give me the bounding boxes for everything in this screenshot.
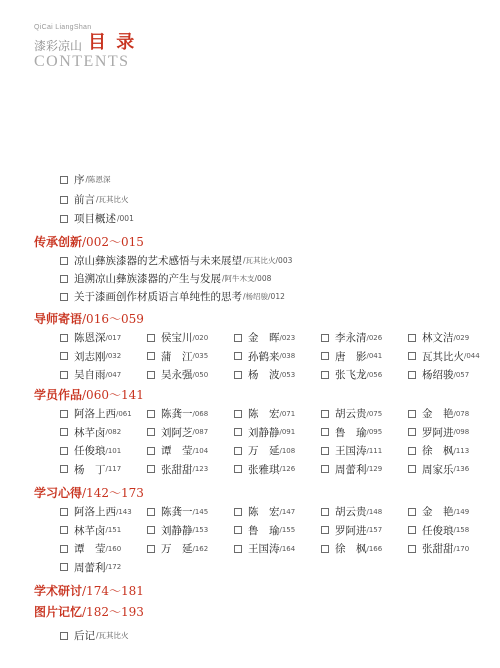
page-number: /047 [105,370,122,379]
checkbox-icon [321,508,329,516]
page-number: /162 [192,544,209,553]
checkbox-icon [147,508,155,516]
checkbox-icon [60,215,68,223]
page-number: /078 [453,409,470,418]
checkbox-icon [60,410,68,418]
section-heading-study-notes[interactable] [34,484,144,501]
section-title: 传承创新 [34,235,83,249]
checkbox-icon [60,526,68,534]
toc-name-entry[interactable] [321,523,382,538]
person-name: 胡云贵 [335,506,367,518]
checkbox-icon [408,545,416,553]
toc-name-entry[interactable] [147,367,208,382]
checkbox-icon [321,465,329,473]
person-name: 徐 枫 [335,543,367,555]
toc-name-entry[interactable] [60,367,121,382]
person-name: 周蕾利 [74,561,106,574]
person-name: 阿洛上西 [74,408,116,420]
checkbox-icon [234,465,242,473]
person-name: 金 晖 [248,332,280,344]
page-number: /023 [279,333,296,342]
checkbox-icon [147,447,155,455]
section-heading-photo-memories[interactable] [34,603,144,620]
brand-title: 漆彩凉山 [34,39,83,53]
person-name: 吴永强 [161,369,193,381]
page-number: /020 [192,333,209,342]
checkbox-icon [147,428,155,436]
person-name: 陈恩深 [74,332,106,344]
person-name: 刘阿芝 [161,426,193,439]
entry-author: /阿牛木支/008 [222,274,272,283]
checkbox-icon [408,410,416,418]
person-name: 任俊琅 [422,524,454,537]
page-number: /087 [192,428,209,436]
checkbox-icon [408,508,416,516]
toc-name-entry[interactable] [408,425,469,440]
page-number: /155 [279,526,296,534]
toc-name-entry[interactable] [60,406,132,421]
checkbox-icon [408,371,416,379]
person-name: 唐 影 [335,350,367,363]
toc-name-entry[interactable] [147,330,208,345]
page-number: /123 [192,465,209,473]
person-name: 刘静静 [248,426,280,439]
person-name: 林文洁 [422,332,454,344]
page-number: /136 [453,465,470,473]
toc-name-entry[interactable] [234,425,295,440]
page-number: /035 [192,352,209,360]
person-name: 万 延 [161,543,193,555]
subtitle-en: QiCai LiangShan [34,24,92,31]
header [34,24,136,71]
page-number: /143 [116,507,132,516]
checkbox-icon [234,334,242,342]
person-name: 胡云贵 [335,408,367,420]
page-number: /126 [279,465,296,473]
entry-title: 后记 [74,630,95,642]
checkbox-icon [147,465,155,473]
checkbox-icon [321,545,329,553]
person-name: 周蕾利 [335,463,367,476]
toc-name-entry[interactable] [321,504,382,519]
page-number: /091 [279,428,296,436]
checkbox-icon [60,196,68,204]
person-name: 阿洛上西 [74,506,116,518]
page-number: /029 [453,333,470,342]
toc-name-entry[interactable] [408,330,469,345]
person-name: 任俊琅 [74,445,106,457]
toc-name-entry[interactable] [408,541,469,556]
checkbox-icon [234,410,242,418]
toc-entry-foreword[interactable] [60,192,129,207]
page-number: /017 [105,333,122,342]
entry-title: 凉山彝族漆器的艺术感悟与未来展望 [74,255,242,267]
toc-entry-preface[interactable] [60,172,111,187]
toc-title: 目 录 [88,32,137,53]
page-number: /075 [366,409,383,418]
checkbox-icon [60,508,68,516]
person-name: 金 艳 [422,408,454,420]
toc-name-entry[interactable] [60,523,121,538]
toc-name-entry[interactable] [234,443,295,458]
checkbox-icon [408,526,416,534]
entry-title: 前言 [74,194,95,206]
checkbox-icon [408,428,416,436]
entry-author: /001 [117,214,134,223]
checkbox-icon [234,508,242,516]
section-range: /142～173 [82,486,144,500]
checkbox-icon [321,428,329,436]
page-number: /148 [366,507,383,516]
person-name: 杨绍骏 [422,369,454,381]
page-number: /108 [279,446,296,455]
toc-name-entry[interactable] [147,541,208,556]
page-number: /157 [366,526,383,534]
person-name: 陈龚一 [161,506,193,518]
toc-name-entry[interactable] [408,406,469,421]
checkbox-icon [60,371,68,379]
page-number: /145 [192,507,209,516]
person-name: 杨 波 [248,369,280,381]
toc-name-entry[interactable] [147,425,208,440]
toc-name-entry[interactable] [60,349,121,364]
toc-name-entry[interactable] [234,462,295,477]
checkbox-icon [60,428,68,436]
section-heading-seminar[interactable] [34,582,144,599]
toc-name-entry[interactable] [321,406,382,421]
page-number: /129 [366,465,383,473]
toc-name-entry[interactable] [234,523,295,538]
checkbox-icon [60,447,68,455]
toc-name-entry[interactable] [408,443,469,458]
toc-name-entry[interactable] [234,406,295,421]
page-number: /170 [453,544,470,553]
section-title: 图片记忆 [34,605,83,619]
toc-name-entry[interactable] [60,425,121,440]
checkbox-icon [60,465,68,473]
page-number: /038 [279,352,296,360]
toc-name-entry[interactable] [234,504,295,519]
section-range: /182～193 [82,605,144,619]
contents-title: CONTENTS [34,53,130,70]
toc-entry-afterword[interactable] [60,628,129,643]
toc-name-entry[interactable] [60,541,121,556]
entry-author: /杨绍骏/012 [243,292,285,301]
person-name: 周家乐 [422,463,454,476]
toc-entry[interactable] [60,289,285,304]
toc-entry[interactable] [60,253,292,268]
page-number: /041 [366,352,383,360]
person-name: 李永清 [335,332,367,344]
checkbox-icon [60,293,68,301]
page-number: /098 [453,428,470,436]
checkbox-icon [408,465,416,473]
person-name: 谭 莹 [74,543,106,555]
person-name: 罗阿进 [335,524,367,537]
person-name: 张甜甜 [422,543,454,555]
page-number: /026 [366,333,383,342]
section-heading-innovation[interactable] [34,233,144,250]
page-number: /032 [105,352,122,360]
section-range: /174～181 [82,584,144,598]
person-name: 蒲 江 [161,350,193,363]
person-name: 林芊卤 [74,426,106,439]
toc-name-entry[interactable] [147,504,208,519]
checkbox-icon [147,410,155,418]
checkbox-icon [408,334,416,342]
page-number: /061 [116,409,132,418]
checkbox-icon [147,371,155,379]
toc-name-entry[interactable] [408,523,469,538]
page-number: /095 [366,428,383,436]
person-name: 陈 宏 [248,506,280,518]
toc-name-entry[interactable] [234,367,295,382]
page-number: /053 [279,370,296,379]
person-name: 杨 丁 [74,463,106,476]
toc-name-entry[interactable] [147,462,208,477]
checkbox-icon [234,352,242,360]
page-number: /104 [192,446,209,455]
page-number: /160 [105,544,122,553]
entry-title: 序 [74,174,85,186]
page-number: /057 [453,370,470,379]
person-name: 陈龚一 [161,408,193,420]
toc-name-entry[interactable] [147,349,208,364]
page-number: /111 [366,446,383,455]
person-name: 王国涛 [335,445,367,457]
toc-name-entry[interactable] [321,425,382,440]
section-title: 学习心得 [34,486,83,500]
toc-name-entry[interactable] [321,330,382,345]
person-name: 侯宝川 [161,332,193,344]
page-number: /082 [105,428,122,436]
section-heading-student-works[interactable] [34,386,144,403]
person-name: 鲁 瑜 [335,426,367,439]
checkbox-icon [60,257,68,265]
toc-name-entry[interactable] [147,406,208,421]
checkbox-icon [60,352,68,360]
checkbox-icon [60,563,68,571]
section-title: 导师寄语 [34,312,83,326]
person-name: 鲁 瑜 [248,524,280,537]
page-number: /056 [366,370,383,379]
section-title: 学员作品 [34,388,83,402]
person-name: 万 延 [248,445,280,457]
toc-name-entry[interactable] [408,504,469,519]
entry-title: 项目概述 [74,213,116,225]
checkbox-icon [60,334,68,342]
checkbox-icon [147,526,155,534]
person-name: 徐 枫 [422,445,454,457]
checkbox-icon [147,334,155,342]
toc-name-entry[interactable] [60,560,121,575]
page-number: /113 [453,446,470,455]
checkbox-icon [234,428,242,436]
person-name: 刘志刚 [74,350,106,363]
checkbox-icon [408,352,416,360]
checkbox-icon [321,352,329,360]
section-range: /060～141 [82,388,144,402]
person-name: 瓦其比火 [422,350,464,363]
page-number: /149 [453,507,470,516]
person-name: 王国涛 [248,543,280,555]
person-name: 吴自雨 [74,369,106,381]
person-name: 金 艳 [422,506,454,518]
checkbox-icon [60,632,68,640]
toc-name-entry[interactable] [408,367,469,382]
toc-name-entry[interactable] [321,349,382,364]
toc-name-entry[interactable] [60,443,121,458]
toc-name-entry[interactable] [147,523,208,538]
entry-author: /瓦其比火 [96,631,129,640]
checkbox-icon [321,447,329,455]
person-name: 孙鹤来 [248,350,280,363]
person-name: 罗阿进 [422,426,454,439]
page-number: /151 [105,526,122,534]
checkbox-icon [147,352,155,360]
section-range: /016～059 [82,312,144,326]
page-number: /071 [279,409,296,418]
person-name: 张飞龙 [335,369,367,381]
toc-name-entry[interactable] [234,349,295,364]
checkbox-icon [234,545,242,553]
checkbox-icon [321,410,329,418]
toc-entry[interactable] [60,271,271,286]
checkbox-icon [234,371,242,379]
page-number: /068 [192,409,209,418]
toc-name-entry[interactable] [408,462,469,477]
entry-title: 追溯凉山彝族漆器的产生与发展 [74,273,221,285]
page-number: /117 [105,465,122,473]
person-name: 刘静静 [161,524,193,537]
section-title: 学术研讨 [34,584,83,598]
page-number: /147 [279,507,296,516]
person-name: 谭 莹 [161,445,193,457]
checkbox-icon [60,176,68,184]
toc-name-entry[interactable] [234,541,295,556]
checkbox-icon [234,447,242,455]
checkbox-icon [321,526,329,534]
toc-name-entry[interactable] [60,504,132,519]
checkbox-icon [408,447,416,455]
toc-name-entry[interactable] [60,462,121,477]
entry-author: /瓦其比火/003 [243,256,293,265]
entry-author: /陈恩深 [85,175,111,184]
person-name: 张甜甜 [161,463,193,476]
toc-name-entry[interactable] [234,330,295,345]
person-name: 张雅琪 [248,463,280,476]
page-number: /101 [105,446,122,455]
page-number: /172 [105,563,122,571]
toc-entry-overview[interactable] [60,211,134,226]
toc-name-entry[interactable] [147,443,208,458]
page-number: /044 [464,352,480,360]
checkbox-icon [147,545,155,553]
person-name: 陈 宏 [248,408,280,420]
checkbox-icon [234,526,242,534]
toc-name-entry[interactable] [60,330,121,345]
person-name: 林芊卤 [74,524,106,537]
toc-name-entry[interactable] [408,349,480,364]
checkbox-icon [321,334,329,342]
toc-name-entry[interactable] [321,367,382,382]
page-number: /153 [192,526,209,534]
page-number: /166 [366,544,383,553]
checkbox-icon [60,545,68,553]
checkbox-icon [60,275,68,283]
entry-title: 关于漆画创作材质语言单纯性的思考 [74,291,242,303]
title-row [34,32,136,54]
checkbox-icon [321,371,329,379]
page-number: /050 [192,370,209,379]
entry-author: /瓦其比火 [96,195,129,204]
toc-name-entry[interactable] [321,541,382,556]
page-number: /164 [279,544,296,553]
section-range: /002～015 [82,235,144,249]
toc-name-entry[interactable] [321,443,382,458]
section-heading-mentor-messages[interactable] [34,310,144,327]
page-number: /158 [453,526,470,534]
toc-name-entry[interactable] [321,462,382,477]
